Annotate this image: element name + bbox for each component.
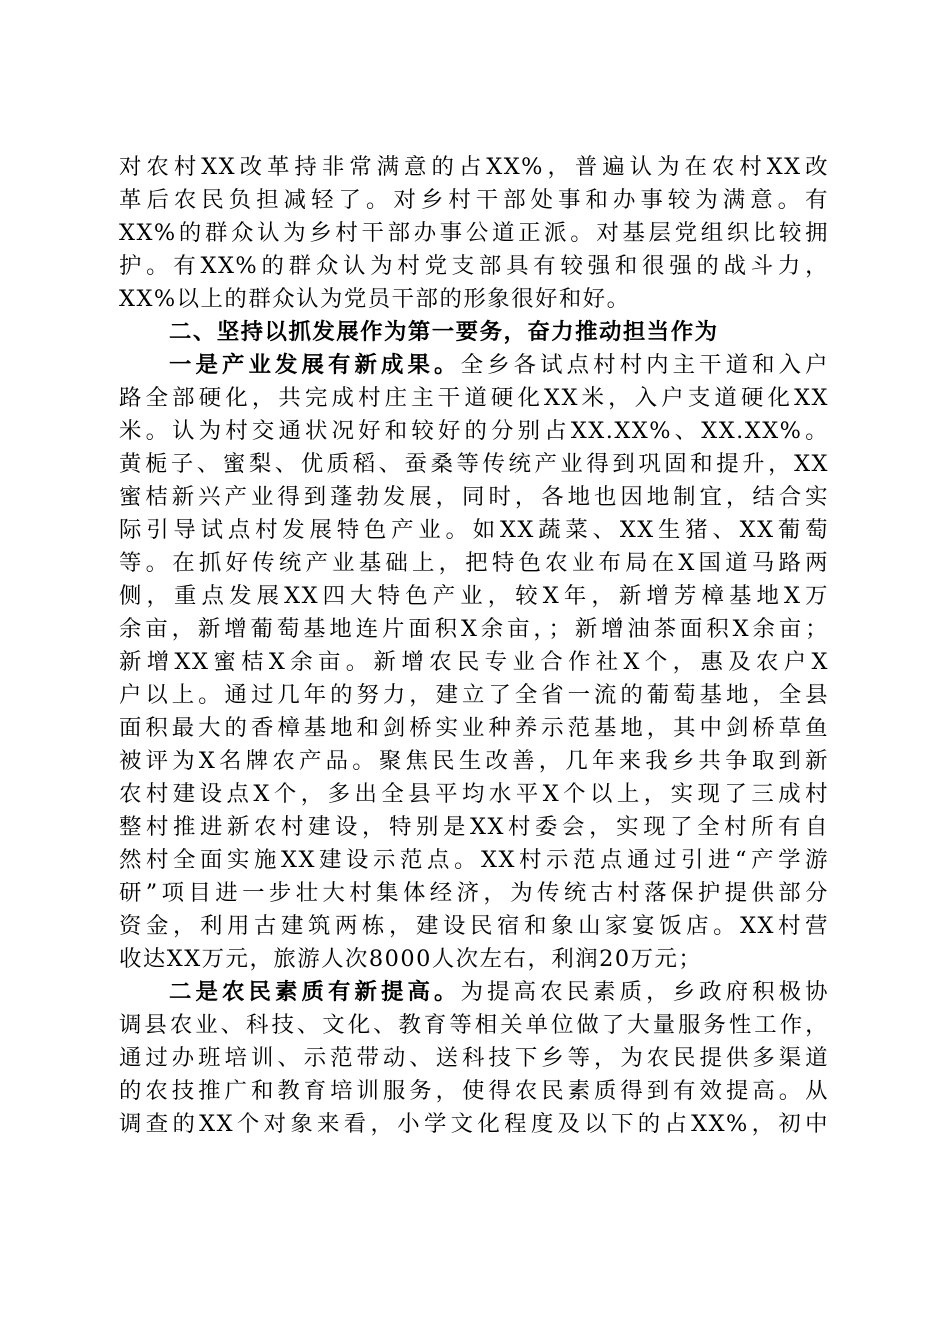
paragraph-industry xyxy=(119,349,829,976)
text-line: 资金，利用古建筑两栋，建设民宿和象山家宴饭店。XX村营 xyxy=(119,913,829,939)
text-line: 研”项目进一步壮大村集体经济，为传统古村落保护提供部分 xyxy=(119,880,829,906)
paragraph-lead: 二是农民素质有新提高。 xyxy=(169,979,461,1005)
text-line: 新增XX蜜桔X余亩。新增农民专业合作社X个，惠及农户X xyxy=(119,649,829,675)
text-line: 等。在抓好传统产业基础上，把特色农业布局在X国道马路两 xyxy=(119,550,829,576)
heading-line: 二、坚持以抓发展作为第一要务，奋力推动担当作为 xyxy=(169,319,719,345)
text-line: 的农技推广和教育培训服务，使得农民素质得到有效提高。从 xyxy=(119,1078,829,1104)
section-heading xyxy=(119,316,829,349)
line-text: 为提高农民素质，乡政府积极协 xyxy=(460,979,829,1005)
text-line: 整村推进新农村建设，特别是XX村委会，实现了全村所有自 xyxy=(119,814,829,840)
document-page xyxy=(119,151,829,1141)
paragraph-lead: 一是产业发展有新成果。 xyxy=(169,352,461,378)
text-line: 米。认为村交通状况好和较好的分别占XX.XX%、XX.XX%。 xyxy=(119,418,829,444)
text-line: 黄栀子、蜜梨、优质稻、蚕桑等传统产业得到巩固和提升，XX xyxy=(119,451,829,477)
text-line: 蜜桔新兴产业得到蓬勃发展，同时，各地也因地制宜，结合实 xyxy=(119,484,829,510)
line-text: 全乡各试点村村内主干道和入户 xyxy=(460,352,829,378)
paragraph-farmer-quality xyxy=(119,976,829,1141)
text-line: 然村全面实施XX建设示范点。XX村示范点通过引进“产学游 xyxy=(119,847,829,873)
text-line: 际引导试点村发展特色产业。如XX蔬菜、XX生猪、XX葡萄 xyxy=(119,517,829,543)
text-line xyxy=(119,976,829,1009)
text-line: 调县农业、科技、文化、教育等相关单位做了大量服务性工作， xyxy=(119,1012,829,1038)
text-line: 对农村XX改革持非常满意的占XX%，普遍认为在农村XX改 xyxy=(119,154,829,180)
text-line: 户以上。通过几年的努力，建立了全省一流的葡萄基地，全县 xyxy=(119,682,829,708)
text-line: 革后农民负担减轻了。对乡村干部处事和办事较为满意。有 xyxy=(119,187,829,213)
paragraph-satisfaction xyxy=(119,151,829,316)
text-line: 余亩，新增葡萄基地连片面积X余亩，；新增油茶面积X余亩； xyxy=(119,616,829,642)
text-line: 侧，重点发展XX四大特色产业，较X年，新增芳樟基地X万 xyxy=(119,583,829,609)
text-line xyxy=(119,349,829,382)
text-line: 通过办班培训、示范带动、送科技下乡等，为农民提供多渠道 xyxy=(119,1045,829,1071)
text-line: 收达XX万元，旅游人次8000人次左右，利润20万元； xyxy=(119,946,703,972)
text-line: 调查的XX个对象来看，小学文化程度及以下的占XX%，初中 xyxy=(119,1111,829,1137)
text-line: 路全部硬化，共完成村庄主干道硬化XX米，入户支道硬化XX xyxy=(119,385,829,411)
text-line: 面积最大的香樟基地和剑桥实业种养示范基地，其中剑桥草鱼 xyxy=(119,715,829,741)
text-line: XX%以上的群众认为党员干部的形象很好和好。 xyxy=(119,286,631,312)
text-line: 护。有XX%的群众认为村党支部具有较强和很强的战斗力， xyxy=(119,253,829,279)
text-line: XX%的群众认为乡村干部办事公道正派。对基层党组织比较拥 xyxy=(119,220,829,246)
text-line: 被评为X名牌农产品。聚焦民生改善，几年来我乡共争取到新 xyxy=(119,748,829,774)
text-line: 农村建设点X个，多出全县平均水平X个以上，实现了三成村 xyxy=(119,781,829,807)
